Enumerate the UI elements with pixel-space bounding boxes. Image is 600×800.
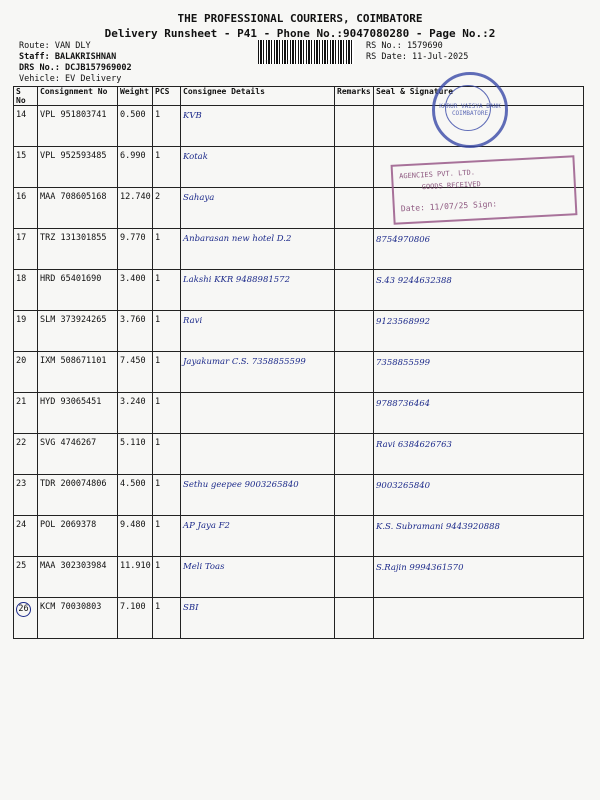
- sno-cell: 23: [14, 475, 38, 516]
- remarks-cell: [335, 106, 374, 147]
- consignee-cell: KVB: [181, 106, 335, 147]
- table-row: [14, 557, 584, 598]
- weight-cell: 6.990: [118, 147, 153, 188]
- seal-cell: S.43 9244632388: [374, 270, 584, 311]
- weight-cell: 7.100: [118, 598, 153, 639]
- consignment-cell: HRD 65401690: [38, 270, 118, 311]
- consignee-cell: Anbarasan new hotel D.2: [181, 229, 335, 270]
- seal-cell: K.S. Subramani 9443920888: [374, 516, 584, 557]
- rs-number: RS No.: 1579690: [366, 41, 443, 51]
- consignment-cell: TDR 200074806: [38, 475, 118, 516]
- seal-cell: 8754970806: [374, 229, 584, 270]
- pcs-cell: 1: [153, 475, 181, 516]
- weight-cell: 3.760: [118, 311, 153, 352]
- consignee-cell: Lakshi KKR 9488981572: [181, 270, 335, 311]
- weight-cell: 4.500: [118, 475, 153, 516]
- sno-cell: 19: [14, 311, 38, 352]
- remarks-cell: [335, 475, 374, 516]
- weight-cell: 0.500: [118, 106, 153, 147]
- table-row: [14, 270, 584, 311]
- table-row: [14, 434, 584, 475]
- consignment-cell: KCM 70030803: [38, 598, 118, 639]
- col-seal: Seal & Signature: [374, 87, 584, 106]
- barcode: [258, 40, 354, 64]
- remarks-cell: [335, 229, 374, 270]
- consignee-cell: [181, 393, 335, 434]
- consignee-cell: AP Jaya F2: [181, 516, 335, 557]
- col-consignment: Consignment No: [38, 87, 118, 106]
- pcs-cell: 1: [153, 106, 181, 147]
- col-weight: Weight: [118, 87, 153, 106]
- pcs-cell: 1: [153, 229, 181, 270]
- remarks-cell: [335, 598, 374, 639]
- consignee-cell: [181, 434, 335, 475]
- seal-cell: S.Rajin 9994361570: [374, 557, 584, 598]
- sno-cell: 21: [14, 393, 38, 434]
- table-row: [14, 516, 584, 557]
- remarks-cell: [335, 434, 374, 475]
- staff-label: Staff: BALAKRISHNAN: [19, 52, 117, 62]
- pcs-cell: 1: [153, 270, 181, 311]
- weight-cell: 5.110: [118, 434, 153, 475]
- consignment-cell: IXM 508671101: [38, 352, 118, 393]
- consignee-cell: Meli Toas: [181, 557, 335, 598]
- table-row: [14, 393, 584, 434]
- consignment-cell: HYD 93065451: [38, 393, 118, 434]
- consignment-cell: TRZ 131301855: [38, 229, 118, 270]
- table-row: [14, 598, 584, 639]
- consignment-cell: MAA 302303984: [38, 557, 118, 598]
- table-row: [14, 229, 584, 270]
- pcs-cell: 2: [153, 188, 181, 229]
- seal-cell: 9788736464: [374, 393, 584, 434]
- col-consignee: Consignee Details: [181, 87, 335, 106]
- seal-cell: 7358855599: [374, 352, 584, 393]
- consignee-cell: Sahaya: [181, 188, 335, 229]
- rs-date: RS Date: 11-Jul-2025: [366, 52, 469, 62]
- weight-cell: 3.400: [118, 270, 153, 311]
- table-row: [14, 311, 584, 352]
- goods-received-stamp: AGENCIES PVT. LTD. GOODS RECEIVED Date: 11/07/25 Sign:: [391, 155, 578, 225]
- consignment-cell: MAA 708605168: [38, 188, 118, 229]
- pcs-cell: 1: [153, 393, 181, 434]
- col-pcs: PCS: [153, 87, 181, 106]
- document-subtitle: Delivery Runsheet - P41 - Phone No.:9047080280 - Page No.:2: [104, 27, 496, 40]
- bank-round-stamp: KARUR VAISYA BANK COIMBATORE: [432, 72, 508, 148]
- circled-sno: 26: [16, 602, 31, 617]
- pcs-cell: 1: [153, 311, 181, 352]
- sno-cell: 24: [14, 516, 38, 557]
- pcs-cell: 1: [153, 352, 181, 393]
- col-sno: S No: [14, 87, 38, 106]
- consignee-cell: SBI: [181, 598, 335, 639]
- consignee-cell: Ravi: [181, 311, 335, 352]
- consignment-cell: VPL 951803741: [38, 106, 118, 147]
- table-row: [14, 352, 584, 393]
- consignee-cell: Jayakumar C.S. 7358855599: [181, 352, 335, 393]
- remarks-cell: [335, 557, 374, 598]
- pcs-cell: 1: [153, 516, 181, 557]
- document-title: THE PROFESSIONAL COURIERS, COIMBATORE: [177, 12, 423, 25]
- pcs-cell: 1: [153, 557, 181, 598]
- weight-cell: 11.910: [118, 557, 153, 598]
- sno-cell: 17: [14, 229, 38, 270]
- sno-cell: 22: [14, 434, 38, 475]
- consignment-cell: SLM 373924265: [38, 311, 118, 352]
- consignee-cell: Sethu geepee 9003265840: [181, 475, 335, 516]
- weight-cell: 9.480: [118, 516, 153, 557]
- consignment-cell: SVG 4746267: [38, 434, 118, 475]
- remarks-cell: [335, 393, 374, 434]
- table-row: [14, 475, 584, 516]
- route-label: Route: VAN DLY: [19, 41, 91, 51]
- seal-cell: Ravi 6384626763: [374, 434, 584, 475]
- weight-cell: 9.770: [118, 229, 153, 270]
- consignment-cell: VPL 952593485: [38, 147, 118, 188]
- sno-cell: 18: [14, 270, 38, 311]
- pcs-cell: 1: [153, 434, 181, 475]
- weight-cell: 3.240: [118, 393, 153, 434]
- consignee-cell: Kotak: [181, 147, 335, 188]
- pcs-cell: 1: [153, 598, 181, 639]
- sno-cell: 20: [14, 352, 38, 393]
- remarks-cell: [335, 352, 374, 393]
- sno-cell: 15: [14, 147, 38, 188]
- drs-number: DRS No.: DCJB157969002: [19, 63, 132, 73]
- seal-cell: [374, 598, 584, 639]
- seal-cell: 9003265840: [374, 475, 584, 516]
- col-remarks: Remarks: [335, 87, 374, 106]
- remarks-cell: [335, 270, 374, 311]
- weight-cell: 7.450: [118, 352, 153, 393]
- remarks-cell: [335, 188, 374, 229]
- remarks-cell: [335, 516, 374, 557]
- sno-cell: 16: [14, 188, 38, 229]
- sno-cell: 25: [14, 557, 38, 598]
- remarks-cell: [335, 147, 374, 188]
- seal-cell: 9123568992: [374, 311, 584, 352]
- sno-cell: [14, 598, 38, 639]
- consignment-cell: POL 2069378: [38, 516, 118, 557]
- remarks-cell: [335, 311, 374, 352]
- pcs-cell: 1: [153, 147, 181, 188]
- vehicle-label: Vehicle: EV Delivery: [19, 74, 122, 84]
- weight-cell: 12.740: [118, 188, 153, 229]
- sno-cell: 14: [14, 106, 38, 147]
